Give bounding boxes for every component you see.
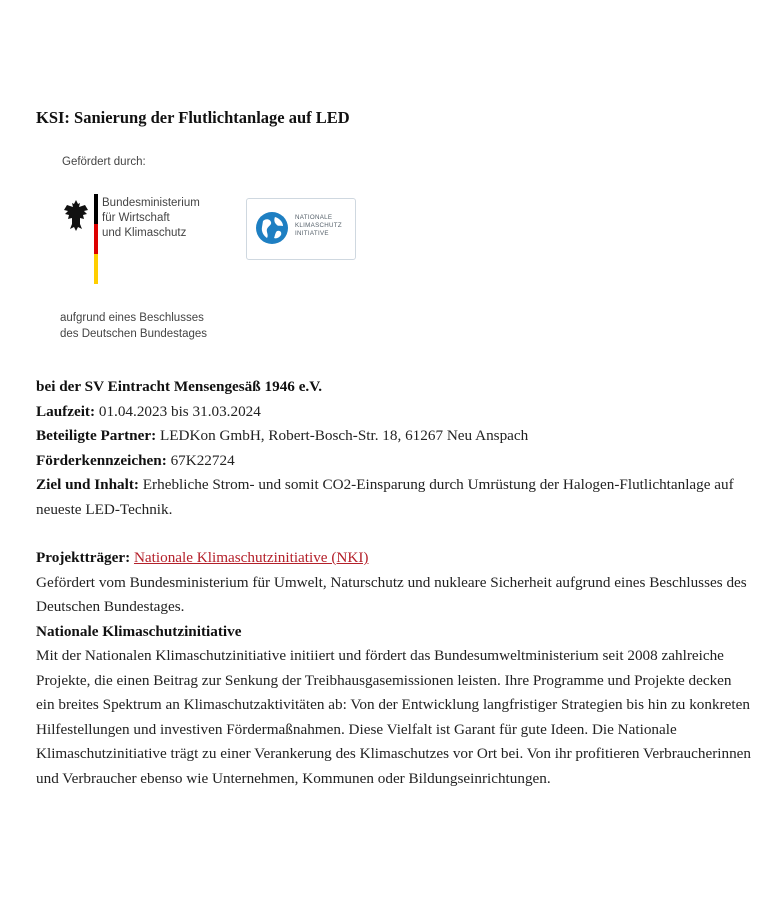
ministry-line-1: Bundesministerium: [102, 197, 200, 209]
projekttraeger-line: [36, 546, 752, 571]
partner-value: LEDKon GmbH, Robert-Bosch-Str. 18, 61267 Neu Anspach: [156, 427, 529, 444]
laufzeit-line: [36, 400, 752, 425]
nki-link[interactable]: Nationale Klimaschutzinitiative (NKI): [133, 549, 369, 566]
partner-line: [36, 424, 752, 449]
nki-line-1: NATIONALE: [295, 214, 333, 221]
club-name: bei der SV Eintracht Mensengesäß 1946 e.V.: [36, 378, 323, 395]
bundestag-note: [60, 310, 207, 342]
gefoerdert-durch-label: Gefördert durch:: [62, 156, 146, 168]
nki-logo-text: [295, 214, 342, 238]
laufzeit-label: Laufzeit:: [36, 402, 96, 420]
globe-icon: [255, 211, 289, 245]
ministry-name: [102, 196, 200, 241]
ministry-line-3: und Klimaschutz: [102, 227, 187, 239]
ministry-line-2: für Wirtschaft: [102, 212, 170, 224]
partner-label: Beteiligte Partner:: [36, 427, 157, 444]
nki-logo: [246, 198, 356, 260]
kennzeichen-line: [36, 449, 752, 474]
nki-line-2: KLIMASCHUTZ: [295, 222, 342, 229]
nki-heading: [36, 620, 752, 645]
federal-eagle-icon: [62, 198, 90, 232]
section-spacer: [36, 522, 752, 546]
german-flag-bar: [94, 194, 98, 284]
laufzeit-value: 01.04.2023 bis 31.03.2024: [95, 402, 261, 420]
projekttraeger-label: Projektträger:: [36, 549, 131, 566]
ziel-value: Erhebliche Strom- und somit CO2-Einsparung durch Umrüstung der Halogen-Flutlichtanlage auf neueste LED-Technik.: [36, 476, 734, 518]
foerderung-text: Gefördert vom Bundesministerium für Umwelt, Naturschutz und nukleare Sicherheit aufgrund eines Beschlusses des Deutschen Bundestages.: [36, 573, 747, 615]
ziel-label: Ziel und Inhalt:: [36, 476, 139, 493]
kennzeichen-value: 67K22724: [166, 451, 235, 469]
beschluss-line-1: aufgrund eines Beschlusses: [60, 312, 204, 324]
club-line: [36, 375, 752, 400]
page-title: KSI: Sanierung der Flutlichtanlage auf LED: [36, 108, 350, 127]
nki-heading-text: Nationale Klimaschutzinitiative: [36, 622, 242, 640]
beschluss-line-2: des Deutschen Bundestages: [60, 328, 208, 340]
kennzeichen-label: Förderkennzeichen:: [36, 451, 167, 469]
nki-body-text: Mit der Nationalen Klimaschutzinitiative initiiert und fördert das Bundesumweltministerium seit 2008 zahlreiche Projekte, die einen Beitrag zur Senkung der Treibhausgasemissionen leisten. Ihre Programme und Projekte decken ein breites Spektrum an Klimaschutzaktivitäten ab: Von der Entwicklung langfristiger Strategien bis hin zu konkreten Hilfestellungen und investiven Fördermaßnahmen. Diese Vielfalt ist Garant für gute Ideen. Die Nationale Klimaschutzinitiative trägt zu einer Verankerung des Klimaschutzes vor Ort bei. Von ihr profitieren Verbraucherinnen und Verbraucher ebenso wie Unternehmen, Kommunen oder Bildungseinrichtungen.: [36, 647, 751, 787]
nki-line-3: INITIATIVE: [295, 230, 329, 237]
funding-logo: [58, 150, 368, 350]
project-content: [36, 375, 752, 791]
ziel-line: [36, 473, 752, 522]
